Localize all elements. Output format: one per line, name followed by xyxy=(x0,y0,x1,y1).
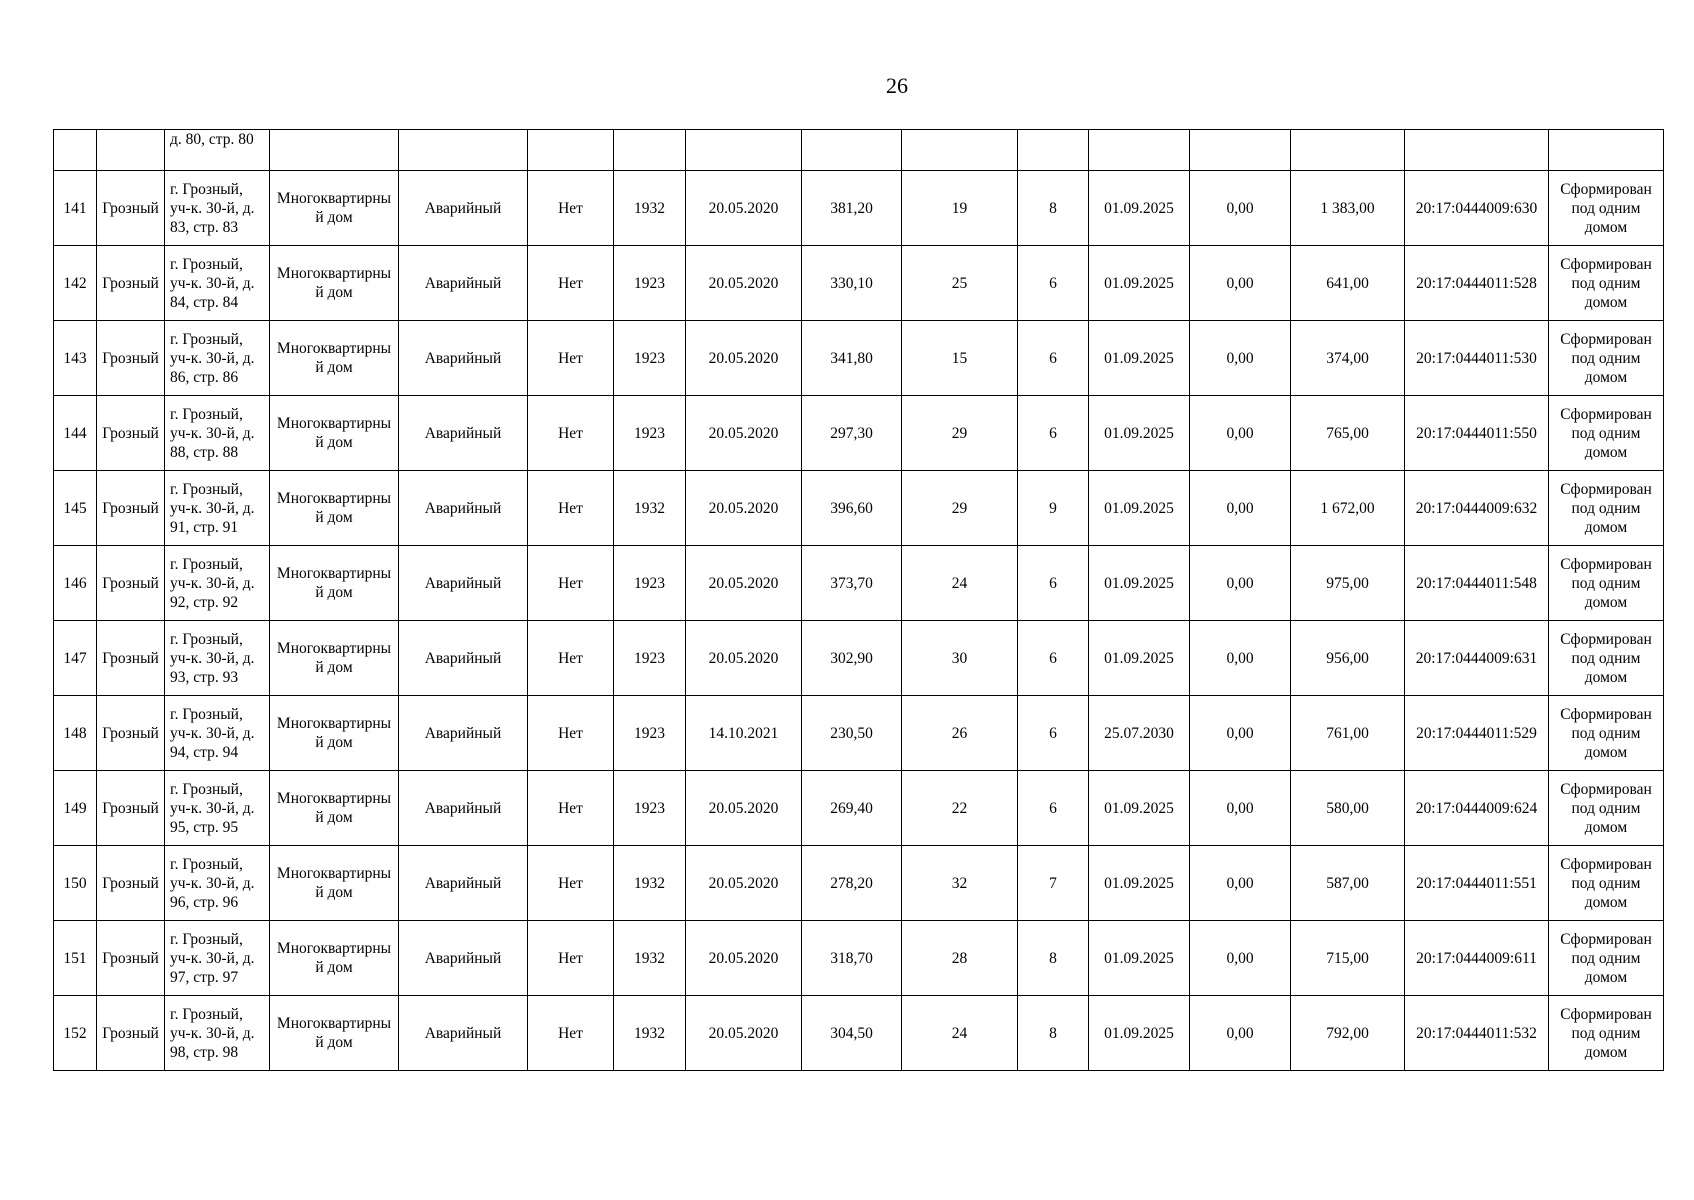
cell-city: Грозный xyxy=(97,696,165,771)
cell-date: 20.05.2020 xyxy=(686,171,802,246)
cell-year: 1932 xyxy=(614,996,686,1071)
cell-num: 152 xyxy=(54,996,97,1071)
cell-cadastral: 20:17:0444009:624 xyxy=(1405,771,1549,846)
cell-value1: 0,00 xyxy=(1190,471,1291,546)
table-row xyxy=(54,471,1664,546)
cell-flag: Нет xyxy=(528,321,614,396)
cell-num: 147 xyxy=(54,621,97,696)
cell-flag: Нет xyxy=(528,471,614,546)
cell-type: Многоквартирный дом xyxy=(270,996,399,1071)
cell-type: Многоквартирный дом xyxy=(270,321,399,396)
cell-num: 148 xyxy=(54,696,97,771)
cell-deadline: 01.09.2025 xyxy=(1089,471,1190,546)
cell-city: Грозный xyxy=(97,321,165,396)
cell-value1: 0,00 xyxy=(1190,846,1291,921)
cell-flag: Нет xyxy=(528,246,614,321)
cell-value1: 0,00 xyxy=(1190,696,1291,771)
cell-area: 381,20 xyxy=(802,171,902,246)
cell-date: 20.05.2020 xyxy=(686,396,802,471)
cell-type: Многоквартирный дом xyxy=(270,696,399,771)
cell-cadastral: 20:17:0444011:551 xyxy=(1405,846,1549,921)
cell-condition xyxy=(399,130,528,171)
cell-address: г. Грозный, уч-к. 30-й, д. 98, стр. 98 xyxy=(165,996,270,1071)
cell-deadline: 01.09.2025 xyxy=(1089,846,1190,921)
cell-address: г. Грозный, уч-к. 30-й, д. 83, стр. 83 xyxy=(165,171,270,246)
cell-condition: Аварийный xyxy=(399,771,528,846)
cell-flag: Нет xyxy=(528,621,614,696)
table-row xyxy=(54,921,1664,996)
cell-condition: Аварийный xyxy=(399,846,528,921)
cell-area: 396,60 xyxy=(802,471,902,546)
cell-date: 20.05.2020 xyxy=(686,771,802,846)
cell-area: 230,50 xyxy=(802,696,902,771)
cell-value2: 587,00 xyxy=(1291,846,1405,921)
cell-date: 14.10.2021 xyxy=(686,696,802,771)
table-row xyxy=(54,396,1664,471)
cell-condition: Аварийный xyxy=(399,921,528,996)
cell-value2: 715,00 xyxy=(1291,921,1405,996)
cell-year: 1932 xyxy=(614,846,686,921)
cell-value2: 1 383,00 xyxy=(1291,171,1405,246)
cell-status: Сформирован под одним домом xyxy=(1549,171,1664,246)
cell-status: Сформирован под одним домом xyxy=(1549,996,1664,1071)
cell-deadline: 01.09.2025 xyxy=(1089,771,1190,846)
cell-condition: Аварийный xyxy=(399,621,528,696)
cell-value1: 0,00 xyxy=(1190,996,1291,1071)
cell-type: Многоквартирный дом xyxy=(270,171,399,246)
cell-year: 1923 xyxy=(614,621,686,696)
cell-units: 6 xyxy=(1018,246,1089,321)
cell-area: 297,30 xyxy=(802,396,902,471)
cell-city: Грозный xyxy=(97,921,165,996)
cell-year: 1932 xyxy=(614,171,686,246)
cell-units: 8 xyxy=(1018,921,1089,996)
cell-status: Сформирован под одним домом xyxy=(1549,546,1664,621)
cell-type: Многоквартирный дом xyxy=(270,396,399,471)
cell-units: 8 xyxy=(1018,996,1089,1071)
cell-address: г. Грозный, уч-к. 30-й, д. 95, стр. 95 xyxy=(165,771,270,846)
cell-city: Грозный xyxy=(97,846,165,921)
cell-address: г. Грозный, уч-к. 30-й, д. 84, стр. 84 xyxy=(165,246,270,321)
cell-residents: 29 xyxy=(902,471,1018,546)
cell-value2: 765,00 xyxy=(1291,396,1405,471)
cell-deadline: 01.09.2025 xyxy=(1089,396,1190,471)
cell-condition: Аварийный xyxy=(399,471,528,546)
cell-city: Грозный xyxy=(97,246,165,321)
cell-condition: Аварийный xyxy=(399,321,528,396)
cell-address: г. Грозный, уч-к. 30-й, д. 94, стр. 94 xyxy=(165,696,270,771)
cell-type: Многоквартирный дом xyxy=(270,846,399,921)
cell-flag: Нет xyxy=(528,396,614,471)
cell-residents: 24 xyxy=(902,546,1018,621)
cell-cadastral: 20:17:0444011:550 xyxy=(1405,396,1549,471)
cell-address: г. Грозный, уч-к. 30-й, д. 93, стр. 93 xyxy=(165,621,270,696)
cell-date: 20.05.2020 xyxy=(686,621,802,696)
cell-city: Грозный xyxy=(97,996,165,1071)
cell-num: 141 xyxy=(54,171,97,246)
cell-residents: 22 xyxy=(902,771,1018,846)
cell-units: 6 xyxy=(1018,321,1089,396)
cell-residents: 32 xyxy=(902,846,1018,921)
cell-year: 1923 xyxy=(614,396,686,471)
cell-status: Сформирован под одним домом xyxy=(1549,321,1664,396)
cell-area: 302,90 xyxy=(802,621,902,696)
cell-residents xyxy=(902,130,1018,171)
cell-cadastral: 20:17:0444009:631 xyxy=(1405,621,1549,696)
cell-value1: 0,00 xyxy=(1190,396,1291,471)
cell-value2: 580,00 xyxy=(1291,771,1405,846)
table-row xyxy=(54,246,1664,321)
cell-deadline: 01.09.2025 xyxy=(1089,246,1190,321)
cell-city: Грозный xyxy=(97,171,165,246)
cell-value2: 1 672,00 xyxy=(1291,471,1405,546)
cell-year xyxy=(614,130,686,171)
cell-residents: 15 xyxy=(902,321,1018,396)
cell-type: Многоквартирный дом xyxy=(270,471,399,546)
cell-area: 269,40 xyxy=(802,771,902,846)
cell-deadline: 01.09.2025 xyxy=(1089,546,1190,621)
cell-flag: Нет xyxy=(528,696,614,771)
cell-city: Грозный xyxy=(97,546,165,621)
cell-value1: 0,00 xyxy=(1190,621,1291,696)
cell-num xyxy=(54,130,97,171)
cell-num: 146 xyxy=(54,546,97,621)
cell-year: 1932 xyxy=(614,921,686,996)
cell-year: 1923 xyxy=(614,546,686,621)
cell-city: Грозный xyxy=(97,471,165,546)
cell-cadastral: 20:17:0444011:548 xyxy=(1405,546,1549,621)
cell-date: 20.05.2020 xyxy=(686,471,802,546)
cell-deadline xyxy=(1089,130,1190,171)
cell-date: 20.05.2020 xyxy=(686,321,802,396)
cell-value2: 792,00 xyxy=(1291,996,1405,1071)
table-row xyxy=(54,846,1664,921)
cell-deadline: 01.09.2025 xyxy=(1089,321,1190,396)
cell-units: 6 xyxy=(1018,546,1089,621)
table-row xyxy=(54,621,1664,696)
cell-value2 xyxy=(1291,130,1405,171)
cell-units xyxy=(1018,130,1089,171)
cell-condition: Аварийный xyxy=(399,696,528,771)
cell-residents: 24 xyxy=(902,996,1018,1071)
cell-condition: Аварийный xyxy=(399,996,528,1071)
table-row xyxy=(54,171,1664,246)
cell-cadastral: 20:17:0444011:530 xyxy=(1405,321,1549,396)
cell-num: 145 xyxy=(54,471,97,546)
cell-value2: 956,00 xyxy=(1291,621,1405,696)
cell-num: 142 xyxy=(54,246,97,321)
cell-num: 151 xyxy=(54,921,97,996)
cell-num: 149 xyxy=(54,771,97,846)
cell-condition: Аварийный xyxy=(399,396,528,471)
cell-residents: 19 xyxy=(902,171,1018,246)
cell-residents: 26 xyxy=(902,696,1018,771)
cell-area: 341,80 xyxy=(802,321,902,396)
cell-deadline: 01.09.2025 xyxy=(1089,621,1190,696)
cell-flag: Нет xyxy=(528,171,614,246)
cell-value1: 0,00 xyxy=(1190,771,1291,846)
cell-city: Грозный xyxy=(97,771,165,846)
cell-date: 20.05.2020 xyxy=(686,846,802,921)
housing-registry-table xyxy=(53,129,1664,1071)
cell-type: Многоквартирный дом xyxy=(270,621,399,696)
cell-units: 6 xyxy=(1018,396,1089,471)
cell-cadastral: 20:17:0444011:532 xyxy=(1405,996,1549,1071)
cell-residents: 30 xyxy=(902,621,1018,696)
cell-address: д. 80, стр. 80 xyxy=(165,130,270,171)
cell-date: 20.05.2020 xyxy=(686,921,802,996)
cell-residents: 29 xyxy=(902,396,1018,471)
cell-units: 8 xyxy=(1018,171,1089,246)
cell-address: г. Грозный, уч-к. 30-й, д. 92, стр. 92 xyxy=(165,546,270,621)
table-row-continuation xyxy=(54,130,1664,171)
cell-flag: Нет xyxy=(528,846,614,921)
cell-value1: 0,00 xyxy=(1190,321,1291,396)
cell-address: г. Грозный, уч-к. 30-й, д. 96, стр. 96 xyxy=(165,846,270,921)
cell-value2: 975,00 xyxy=(1291,546,1405,621)
cell-value1: 0,00 xyxy=(1190,246,1291,321)
cell-area: 330,10 xyxy=(802,246,902,321)
cell-value2: 761,00 xyxy=(1291,696,1405,771)
cell-flag: Нет xyxy=(528,996,614,1071)
cell-deadline: 01.09.2025 xyxy=(1089,921,1190,996)
cell-deadline: 25.07.2030 xyxy=(1089,696,1190,771)
cell-area: 373,70 xyxy=(802,546,902,621)
cell-year: 1932 xyxy=(614,471,686,546)
cell-city: Грозный xyxy=(97,396,165,471)
cell-type xyxy=(270,130,399,171)
table-row xyxy=(54,546,1664,621)
cell-cadastral: 20:17:0444011:528 xyxy=(1405,246,1549,321)
cell-condition: Аварийный xyxy=(399,546,528,621)
cell-num: 143 xyxy=(54,321,97,396)
cell-area xyxy=(802,130,902,171)
cell-type: Многоквартирный дом xyxy=(270,546,399,621)
cell-deadline: 01.09.2025 xyxy=(1089,171,1190,246)
cell-num: 144 xyxy=(54,396,97,471)
cell-status: Сформирован под одним домом xyxy=(1549,621,1664,696)
cell-year: 1923 xyxy=(614,246,686,321)
cell-units: 7 xyxy=(1018,846,1089,921)
cell-num: 150 xyxy=(54,846,97,921)
cell-deadline: 01.09.2025 xyxy=(1089,996,1190,1071)
cell-status: Сформирован под одним домом xyxy=(1549,396,1664,471)
cell-units: 6 xyxy=(1018,696,1089,771)
cell-type: Многоквартирный дом xyxy=(270,246,399,321)
cell-flag: Нет xyxy=(528,546,614,621)
cell-city xyxy=(97,130,165,171)
cell-units: 9 xyxy=(1018,471,1089,546)
cell-address: г. Грозный, уч-к. 30-й, д. 86, стр. 86 xyxy=(165,321,270,396)
cell-residents: 28 xyxy=(902,921,1018,996)
cell-date: 20.05.2020 xyxy=(686,546,802,621)
cell-cadastral: 20:17:0444009:630 xyxy=(1405,171,1549,246)
cell-value1: 0,00 xyxy=(1190,921,1291,996)
cell-value2: 641,00 xyxy=(1291,246,1405,321)
cell-value1: 0,00 xyxy=(1190,171,1291,246)
cell-flag: Нет xyxy=(528,771,614,846)
cell-cadastral: 20:17:0444009:632 xyxy=(1405,471,1549,546)
cell-city: Грозный xyxy=(97,621,165,696)
cell-date: 20.05.2020 xyxy=(686,996,802,1071)
cell-cadastral: 20:17:0444011:529 xyxy=(1405,696,1549,771)
cell-area: 278,20 xyxy=(802,846,902,921)
cell-status: Сформирован под одним домом xyxy=(1549,921,1664,996)
cell-year: 1923 xyxy=(614,321,686,396)
cell-year: 1923 xyxy=(614,771,686,846)
cell-status xyxy=(1549,130,1664,171)
table-row xyxy=(54,771,1664,846)
table-row xyxy=(54,321,1664,396)
cell-flag: Нет xyxy=(528,921,614,996)
cell-status: Сформирован под одним домом xyxy=(1549,246,1664,321)
cell-type: Многоквартирный дом xyxy=(270,921,399,996)
cell-address: г. Грозный, уч-к. 30-й, д. 91, стр. 91 xyxy=(165,471,270,546)
cell-status: Сформирован под одним домом xyxy=(1549,771,1664,846)
cell-value1: 0,00 xyxy=(1190,546,1291,621)
cell-address: г. Грозный, уч-к. 30-й, д. 97, стр. 97 xyxy=(165,921,270,996)
cell-status: Сформирован под одним домом xyxy=(1549,696,1664,771)
cell-condition: Аварийный xyxy=(399,246,528,321)
cell-year: 1923 xyxy=(614,696,686,771)
cell-area: 304,50 xyxy=(802,996,902,1071)
cell-condition: Аварийный xyxy=(399,171,528,246)
cell-status: Сформирован под одним домом xyxy=(1549,471,1664,546)
cell-cadastral xyxy=(1405,130,1549,171)
cell-cadastral: 20:17:0444009:611 xyxy=(1405,921,1549,996)
cell-type: Многоквартирный дом xyxy=(270,771,399,846)
table-row xyxy=(54,996,1664,1071)
cell-date: 20.05.2020 xyxy=(686,246,802,321)
cell-units: 6 xyxy=(1018,621,1089,696)
cell-date xyxy=(686,130,802,171)
table-row xyxy=(54,696,1664,771)
cell-residents: 25 xyxy=(902,246,1018,321)
page-number: 26 xyxy=(886,73,908,98)
cell-address: г. Грозный, уч-к. 30-й, д. 88, стр. 88 xyxy=(165,396,270,471)
cell-area: 318,70 xyxy=(802,921,902,996)
cell-value1 xyxy=(1190,130,1291,171)
cell-status: Сформирован под одним домом xyxy=(1549,846,1664,921)
cell-value2: 374,00 xyxy=(1291,321,1405,396)
cell-flag xyxy=(528,130,614,171)
cell-units: 6 xyxy=(1018,771,1089,846)
